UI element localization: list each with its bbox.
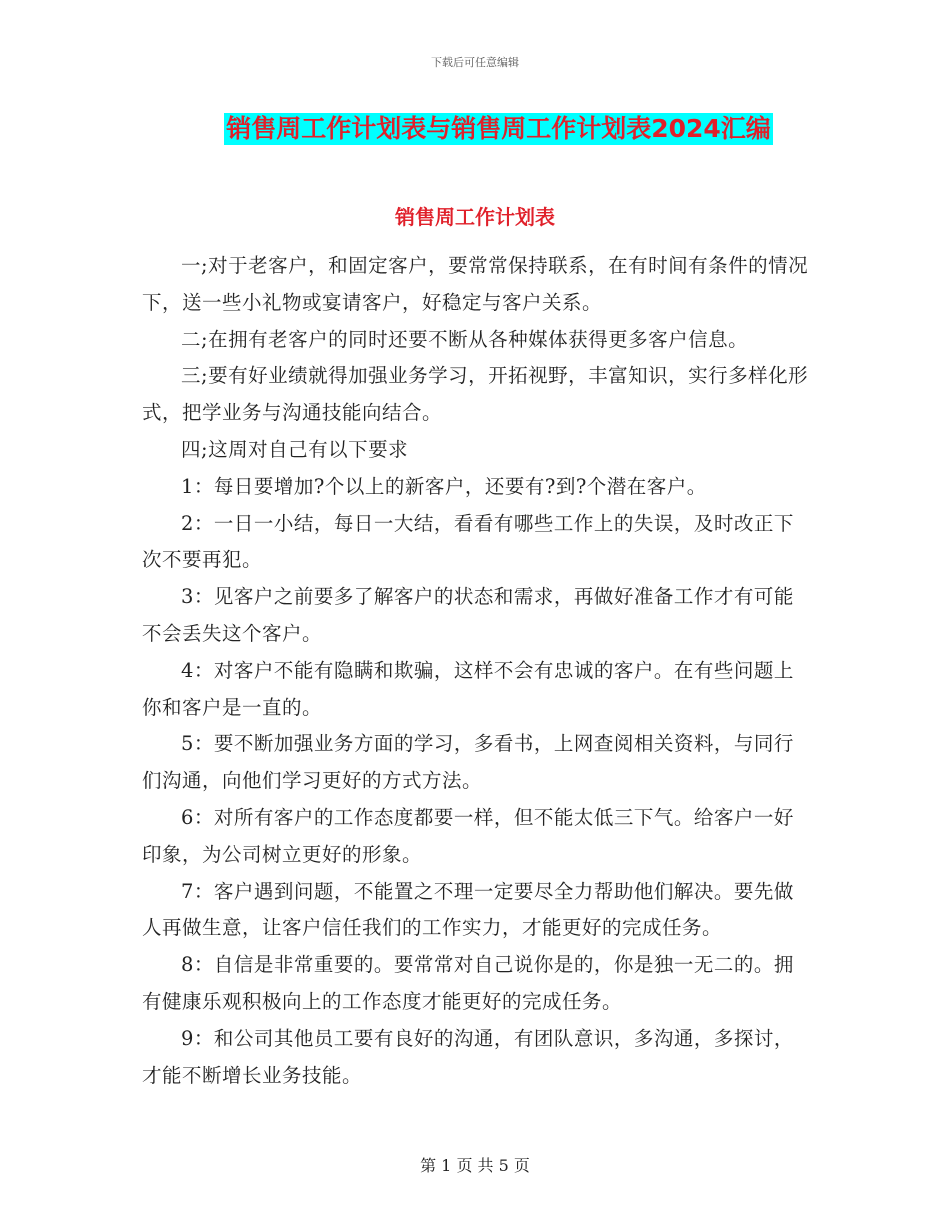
document-body <box>142 248 812 1094</box>
paragraph: 2：一日一小结，每日一大结，看看有哪些工作上的失误，及时改正下次不要再犯。 <box>142 511 794 572</box>
paragraph: 6：对所有客户的工作态度都要一样，但不能太低三下气。给客户一好印象，为公司树立更好的形象。 <box>142 805 794 866</box>
section-title: 销售周工作计划表 <box>395 205 555 229</box>
paragraph: 1：每日要增加?个以上的新客户，还要有?到?个潜在客户。 <box>181 474 707 498</box>
main-title: 销售周工作计划表与销售周工作计划表2024汇编 <box>226 114 771 143</box>
paragraph: 9：和公司其他员工要有良好的沟通，有团队意识，多沟通，多探讨，才能不断增长业务技能。 <box>142 1026 794 1087</box>
paragraph: 四;这周对自己有以下要求 <box>181 437 409 461</box>
header-note: 下载后可任意编辑 <box>431 56 519 69</box>
paragraph: 7：客户遇到问题，不能置之不理一定要尽全力帮助他们解决。要先做人再做生意，让客户信任我们的工作实力，才能更好的完成任务。 <box>142 879 794 940</box>
main-title-container <box>0 113 950 145</box>
paragraph: 5：要不断加强业务方面的学习，多看书，上网查阅相关资料，与同行们沟通，向他们学习更好的方式方法。 <box>142 732 794 793</box>
paragraph: 3：见客户之前要多了解客户的状态和需求，再做好准备工作才有可能不会丢失这个客户。 <box>142 585 794 645</box>
paragraph: 一;对于老客户，和固定客户，要常常保持联系，在有时间有条件的情况下，送一些小礼物或宴请客户，好稳定与客户关系。 <box>142 254 809 314</box>
page-footer: 第 1 页 共 5 页 <box>420 1156 530 1175</box>
paragraph: 8：自信是非常重要的。要常常对自己说你是的，你是独一无二的。拥有健康乐观积极向上的工作态度才能更好的完成任务。 <box>142 953 794 1013</box>
paragraph: 三;要有好业绩就得加强业务学习，开拓视野，丰富知识，实行多样化形式，把学业务与沟通技能向结合。 <box>142 364 809 425</box>
paragraph: 二;在拥有老客户的同时还要不断从各种媒体获得更多客户信息。 <box>181 327 749 351</box>
paragraph: 4：对客户不能有隐瞒和欺骗，这样不会有忠诚的客户。在有些问题上你和客户是一直的。 <box>142 658 794 719</box>
